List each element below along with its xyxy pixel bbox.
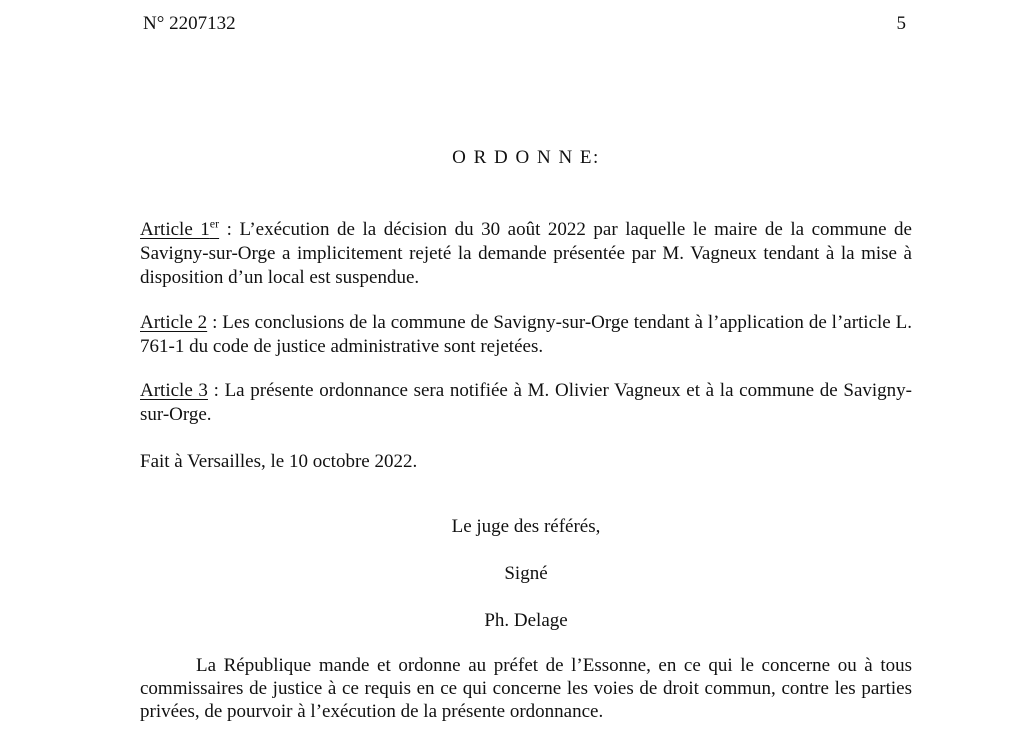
signature-name: Ph. Delage bbox=[484, 610, 568, 631]
ordonne-heading: O R D O N N E: bbox=[452, 147, 600, 168]
article-2-paragraph bbox=[140, 311, 912, 359]
article-3-label-text: Article 3 bbox=[140, 380, 208, 401]
page-number: 5 bbox=[896, 13, 906, 34]
page-header bbox=[140, 12, 912, 36]
article-2-label-text: Article 2 bbox=[140, 312, 208, 333]
article-1-label bbox=[140, 216, 220, 240]
article-1-text: L’exécution de la décision du 30 août 2022 par laquelle le maire de la commune de Savigny-sur-Orge a implicitement rejeté la demande présentée par M. Vagneux tendant à la mise à disposition d’un local est suspendue. bbox=[140, 219, 912, 288]
closing-formula-paragraph: La République mande et ordonne au préfet de l’Essonne, en ce qui le concerne ou à tous commissaires de justice à ce requis en ce qui concerne les voies de droit commun, contre les parties privées, de pourvoir à l’exécution de la présente ordonnance. bbox=[140, 655, 912, 722]
article-2-text: Les conclusions de la commune de Savigny-sur-Orge tendant à l’application de l’article L. 761-1 du code de justice administrative sont rejetées. bbox=[140, 312, 913, 357]
article-3-label bbox=[140, 380, 208, 401]
article-3-paragraph bbox=[140, 379, 912, 427]
article-2-label bbox=[140, 312, 207, 333]
article-1-paragraph bbox=[140, 218, 912, 290]
signature-signed-label: Signé bbox=[504, 563, 548, 584]
article-1-label-superscript: er bbox=[209, 216, 220, 231]
case-number: N° 2207132 bbox=[143, 13, 236, 34]
article-1-label-text: Article 1 bbox=[140, 219, 210, 240]
article-3-text: La présente ordonnance sera notifiée à M. Olivier Vagneux et à la commune de Savigny-sur-Orge. bbox=[140, 380, 912, 425]
article-3-separator: : bbox=[207, 380, 225, 401]
signature-role: Le juge des référés, bbox=[451, 516, 601, 537]
article-2-separator: : bbox=[207, 312, 223, 333]
article-1-separator: : bbox=[219, 219, 240, 240]
place-date-line: Fait à Versailles, le 10 octobre 2022. bbox=[140, 451, 418, 472]
